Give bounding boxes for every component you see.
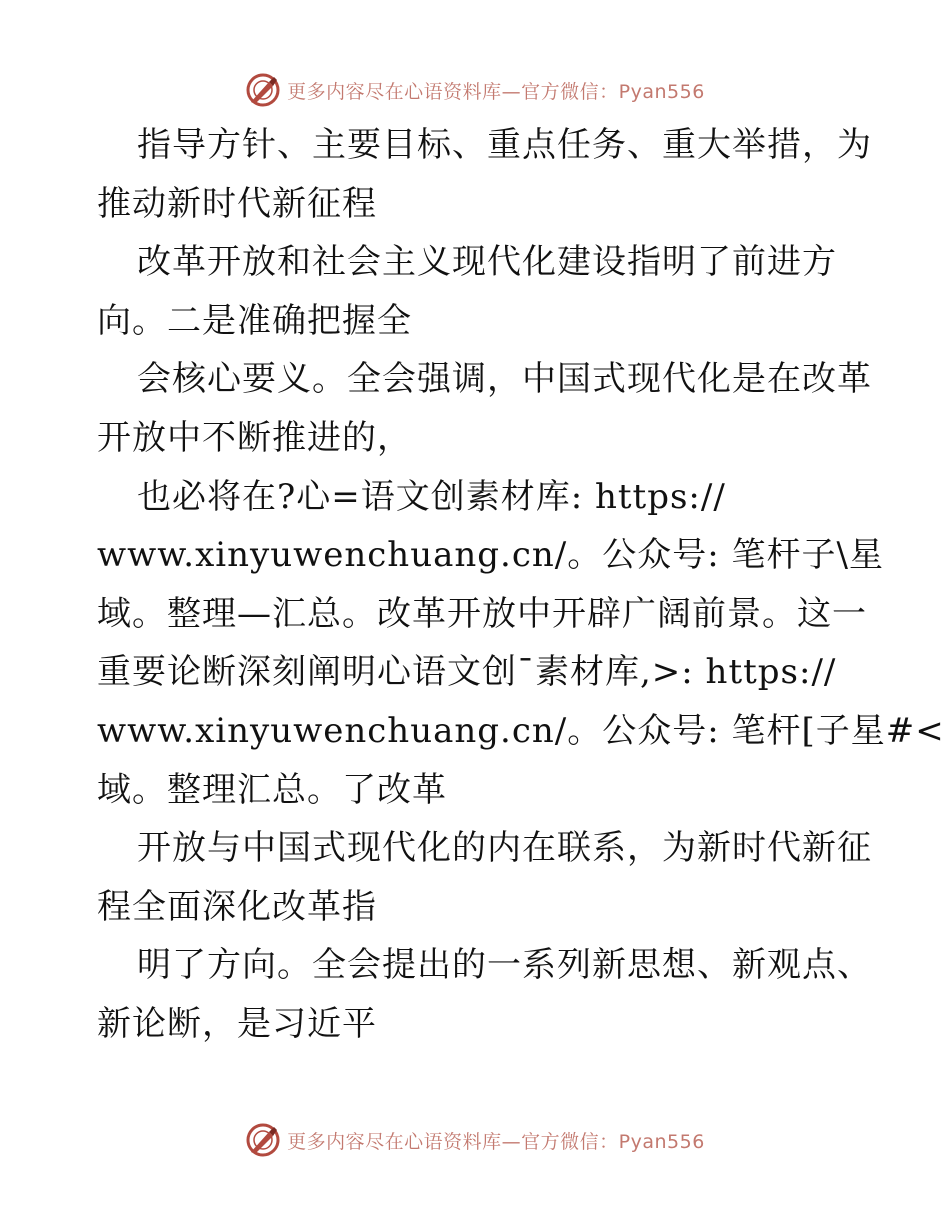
body-line: 也必将在?心=语文创素材库: https:// (137, 476, 726, 517)
body-line: 会核心要义。全会强调，中国式现代化是在改革 (137, 359, 872, 400)
document-body (97, 116, 945, 1054)
body-line: 推动新时代新征程 (97, 183, 377, 224)
body-line: 域。整理—汇总。改革开放中开辟广阔前景。这一 (97, 593, 867, 634)
body-line: 指导方针、主要目标、重点任务、重大举措，为 (137, 125, 872, 165)
pen-nib-logo-icon (245, 72, 281, 108)
pen-nib-logo-icon (245, 1122, 281, 1158)
body-line: 明了方向。全会提出的一系列新思想、新观点、 (137, 945, 872, 986)
body-line: 新论断，是习近平 (97, 1003, 377, 1044)
body-line: 域。整理汇总。了改革 (97, 769, 447, 810)
footer-watermark-banner (0, 1120, 950, 1160)
body-line: 开放与中国式现代化的内在联系，为新时代新征 (137, 828, 872, 869)
body-line: 改革开放和社会主义现代化建设指明了前进方 (137, 242, 837, 283)
banner-text: 更多内容尽在心语资料库—官方微信：Pyan556 (287, 1130, 705, 1153)
body-line: 程全面深化改革指 (97, 886, 377, 927)
body-line: www.xinyuwenchuang.cn/。公众号: 笔杆[子星#< (97, 710, 945, 751)
body-line: 开放中不断推进的， (97, 417, 412, 458)
body-line: www.xinyuwenchuang.cn/。公众号: 笔杆子\星 (97, 535, 884, 576)
header-watermark-banner (0, 70, 950, 110)
body-line: 重要论断深刻阐明心语文创¯素材库,>: https:// (97, 652, 837, 693)
body-line: 向。二是准确把握全 (97, 300, 412, 341)
banner-text: 更多内容尽在心语资料库—官方微信：Pyan556 (287, 80, 705, 103)
